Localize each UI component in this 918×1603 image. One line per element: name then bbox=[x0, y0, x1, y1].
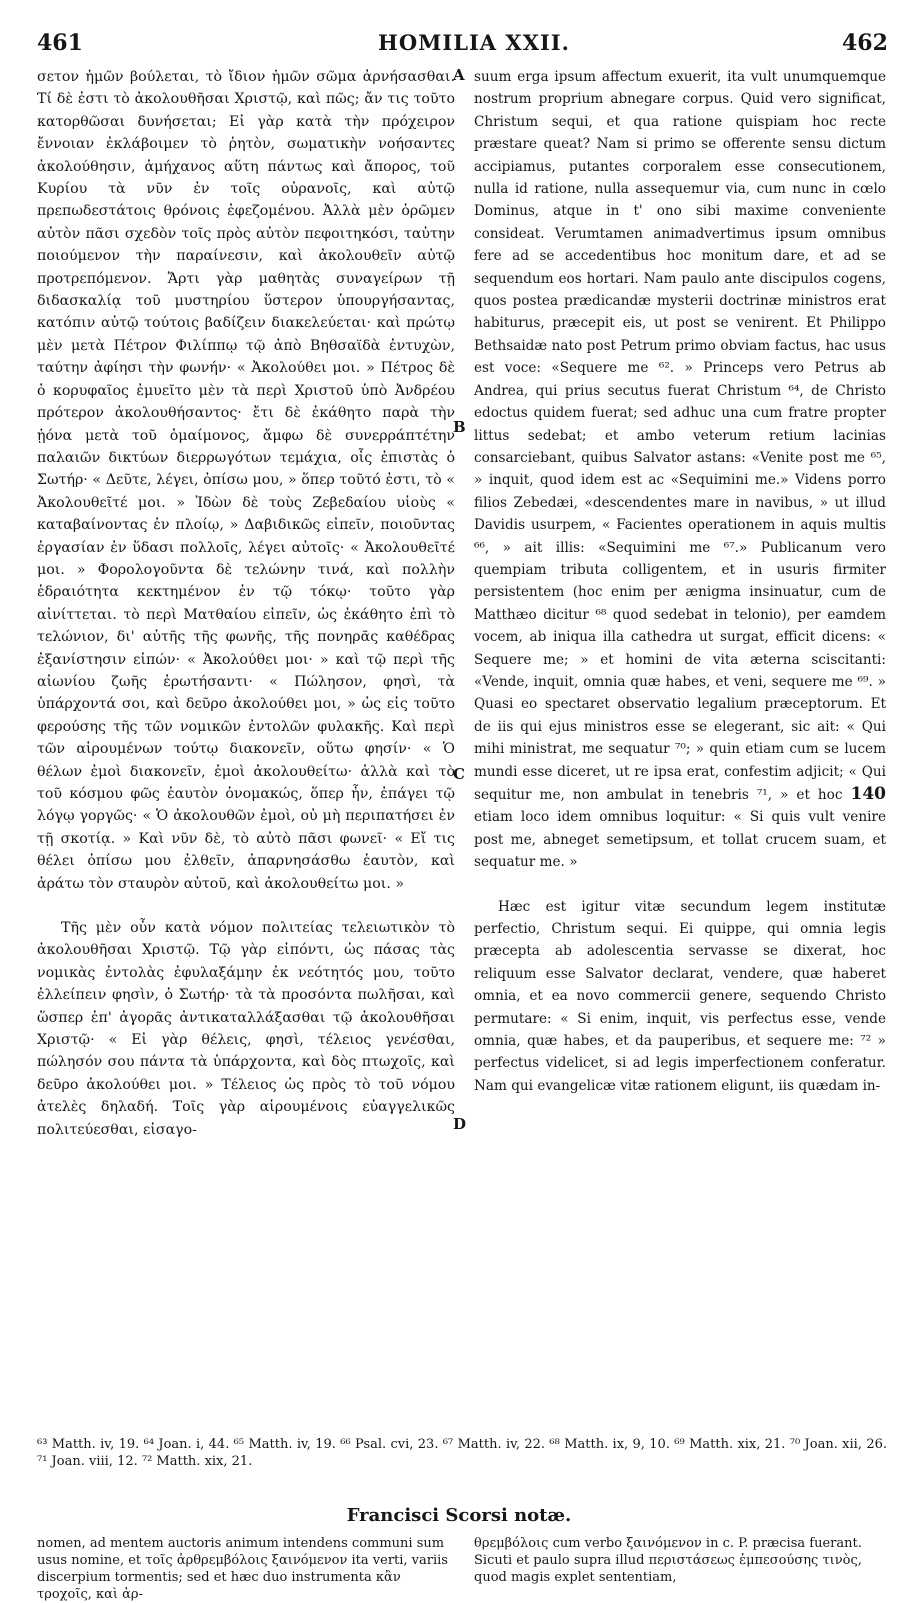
latin-text-column bbox=[474, 66, 886, 1406]
latin-paragraph-1 bbox=[474, 66, 886, 874]
page-reference-number: 140 bbox=[850, 784, 886, 804]
scorsi-notes-right: θρεμβόλοις cum verbo ξαινόμενον in c. P. præcisa fuerant. Sicuti et paulo supra illud περιστάσεως ἐμπεσούσης τινὸς, quod magis explet sententiam, bbox=[474, 1536, 862, 1585]
scorsi-notes-left: nomen, ad mentem auctoris animum intendens communi sum usus nomine, et τοῖς ἀρθρεμβόλοις ξαινόμενον ita verti, variis discerpium tormentis; sed et hæc duo instrumenta κἂν τροχοῖς, καὶ ἀρ- bbox=[37, 1536, 448, 1602]
greek-paragraph-2: Τῆς μὲν οὖν κατὰ νόμον πολιτείας τελειωτικὸν τὸ ἀκολουθῆσαι Χριστῷ. Τῷ γὰρ εἰπόντι, ὡς πάσας τὰς νομικὰς ἐντολὰς ἐφυλαξάμην ἐκ νεότητός μου, τοῦτο ἐλλείπειν φησὶν, ὁ Σωτήρ· τὰ τὰ προσόντα πωλῆσαι, καὶ ὥσπερ ἐπ' ἀγορᾶς ἀντικαταλλάξασθαι τῷ ἀκολουθῆσαι Χριστῷ· « Εἰ γὰρ θέλεις, φησὶ, τέλειος γενέσθαι, πώλησόν σου πάντα τὰ ὑπάρχοντα, καὶ δὸς πτωχοῖς, καὶ δεῦρο ἀκολούθει μοι. » Τέλειος ὡς πρὸς τὸ τοῦ νόμου ἀτελὲς δηλαδή. Τοῖς γὰρ αἱρουμένοις εὐαγγελικῶς πολιτεύεσθαι, εἰσαγο- bbox=[37, 920, 455, 1138]
latin-paragraph-1-text: suum erga ipsum affectum exuerit, ita vult unumquemque nostrum proprium abnegare corpus. Quid vero significat, Christum sequi, et qua ratione quispiam hoc recte præstare queat? Nam si primo se offerente sensu dictum accipiamus, putantes corporalem esse consecutionem, nulla id ratione, nulla assequemur via, cum nunc in cœlo Dominus, atque in t' ono sibi maxime conveniente consideat. Verumtamen animadvertimus ipsum omnibus fere ad se accedentibus hoc monitum dare, et ad se sequendum eos hortari. Nam paulo ante discipulos cogens, quos postea prædicandæ mysterii doctrinæ ministros erat habiturus, præcepit eis, ut post se venirent. Et Philippo Bethsaidæ nato post Petrum primo obviam factus, hac usus est voce: «Sequere me ⁶². » Princeps vero Petrus ab Andrea, qui prius secutus fuerat Christum ⁶⁴, de Christo edoctus quidem fuerat; sed adhuc una cum fratre propter littus sedebat; et ambo veterum retium lacinias consarciebant, quibus Salvator astans: «Venite post me ⁶⁵, » inquit, quod idem est ac «Sequimini me.» Videns porro filios Zebedæi, «descendentes mare in navibus, » ut illud Davidis usurpem, « Facientes operationem in aquis multis ⁶⁶, » ait illis: «Sequimini me ⁶⁷.» Publicanum vero quempiam tributa colligentem, et in usuris firmiter persistentem (hoc enim per ænigma insinuatur, cum de Matthæo dicitur ⁶⁸ quod sedebat in telonio), per eamdem vocem, ab iniqua illa cathedra ut surgat, efficit dicens: « Sequere me; » et homini de vita æterna sciscitanti: «Vende, inquit, omnia quæ habes, et veni, sequere me ⁶⁹. » Quasi eo spectaret observatio legalium præceptorum. Et de iis qui ejus ministros esse se elegerant, sic ait: « Qui mihi ministrat, me sequatur ⁷⁰; » quin etiam cum se lucem mundi esse diceret, ut re ipsa erat, confestim adjicit; « Qui sequitur me, non ambulat in tenebris ⁷¹, » et hoc bbox=[474, 69, 886, 803]
footnotes: ⁶³ Matth. iv, 19. ⁶⁴ Joan. i, 44. ⁶⁵ Matth. iv, 19. ⁶⁶ Psal. cvi, 23. ⁶⁷ Matth. iv, 22. ⁶⁸ Matth. ix, 9, 10. ⁶⁹ Matth. xix, 21. ⁷⁰ Joan. xii, 26. ⁷¹ Joan. viii, 12. ⁷² Matth. xix, 21. bbox=[37, 1437, 887, 1469]
margin-letter-d: D bbox=[453, 1115, 467, 1133]
greek-paragraph-1: σετον ἡμῶν βούλεται, τὸ ἴδιον ἡμῶν σῶμα ἀρνήσασθαι. Τί δὲ ἐστι τὸ ἀκολουθῆσαι Χριστῷ, καὶ πῶς; ἄν τις τοῦτο κατορθῶσαι δυνήσεται; Εἰ γὰρ κατὰ τὴν πρόχειρον ἔννοιαν ἐκλάβοιμεν τὸ ῥητὸν, σωματικὴν νοήσαντες ἀκολούθησιν, ἀμήχανος αὕτη πάντως καὶ ἄπορος, τοῦ Κυρίου τὰ νῦν ἐν τοῖς οὐρανοῖς, καὶ αὐτῷ πρεπωδεστάτοις θρόνοις ἐφεζομένου. Ἀλλὰ μὲν ὁρῶμεν αὐτὸν πᾶσι σχεδὸν τοῖς πρὸς αὐτὸν πεφοιτηκόσι, ταὐτην ποιούμενον τὴν παραίνεσιν, καὶ ἀκολουθεῖν αὐτῷ προτρεπόμενον. Ἄρτι γὰρ μαθητὰς συναγείρων τῇ διδασκαλίᾳ τοῦ μυστηρίου ὕστερον ὑπουργήσαντας, κατόπιν αὐτῷ τούτοις βαδίζειν διακελεύεται· καὶ πρώτῳ μὲν μετὰ Πέτρον Φιλίππῳ τῷ ἀπὸ Βηθσαϊδὰ ἐντυχὼν, ταύτην ἀφίησι τὴν φωνήν· « Ἀκολούθει μοι. » Πέτρος δὲ ὁ κορυφαῖος ἐμυεῖτο μὲν τὰ περὶ Χριστοῦ ὑπὸ Ἀνδρέου πρότερον ἀκολουθήσαντος· ἔτι δὲ ἐκάθητο παρὰ τὴν ᾐόνα μετὰ τοῦ ὁμαίμονος, ἄμφω δὲ συνερράπτέτην παλαιῶν δικτύων διερρωγότων τεμάχια, οἷς ἐπιστὰς ὁ Σωτήρ· « Δεῦτε, λέγει, ὀπίσω μου, » ὅπερ τοῦτό ἐστι, τὸ « Ἀκολουθεῖτέ μοι. » Ἰδὼν δὲ τοὺς Ζεβεδαίου υἱοὺς « καταβαίνοντας ἐν πλοίῳ, » Δαβιδικῶς εἰπεῖν, ποιοῦντας ἐργασίαν ἐν ὕδασι πολλοῖς, λέγει αὐτοῖς· « Ἀκολουθεῖτέ μοι. » Φορολογοῦντα δὲ τελώνην τινά, καὶ πολλὴν ἑδραιότητα κεκτημένον ἐν τῷ τόκῳ· τοῦτο γὰρ αἰνίττεται. τὸ περὶ Ματθαίου εἰπεῖν, ὡς ἐκάθητο ἐπὶ τὸ τελώνιον, δι' αὐτῆς τῆς φωνῆς, τῆς πονηρᾶς καθέδρας ἐξανίστησιν εἰπών· « Ἀκολούθει μοι· » καὶ τῷ περὶ τῆς αἰωνίου ζωῆς ἐρωτήσαντι· « Πώλησον, φησὶ, τὰ ὑπάρχοντά σοι, καὶ δεῦρο ἀκολούθει μοι, » ὡς εἰς τοῦτο φερούσης τῆς τῶν νομικῶν ἐντολῶν φυλακῆς. Καὶ περὶ τῶν αἱρουμένων τούτῳ διακονεῖν, οὕτω φησίν· « Ὁ θέλων ἐμοὶ διακονεῖν, ἐμοὶ ἀκολουθείτω· ἀλλὰ καὶ τὸ τοῦ κόσμου φῶς ἑαυτὸν ὀνομακώς, ὅπερ ἦν, ἐπάγει τῷ λόγῳ γοργῶς· « Ὁ ἀκολουθῶν ἐμοὶ, οὐ μὴ περιπατήσει ἐν τῇ σκοτίᾳ. » Καὶ νῦν δὲ, τὸ αὐτὸ πᾶσι φωνεῖ· « Εἴ τις θέλει ὀπίσω μου ἐλθεῖν, ἀπαρνησάσθω ἑαυτὸν, καὶ ἀράτω τὸν σταυρὸν αὐτοῦ, καὶ ἀκολουθείτω μοι. » bbox=[37, 69, 455, 892]
running-title: HOMILIA XXII. bbox=[378, 30, 570, 55]
margin-letter-a: A bbox=[453, 66, 465, 84]
right-page-number: 462 bbox=[842, 30, 888, 56]
latin-paragraph-1-end: etiam loco idem omnibus loquitur: « Si quis vult venire post me, abneget semetipsum, et tollat crucem suam, et sequatur me. » bbox=[474, 809, 886, 871]
notes-section-title: Francisci Scorsi notæ. bbox=[346, 1505, 572, 1526]
left-page-number: 461 bbox=[37, 30, 83, 56]
latin-paragraph-2: Hæc est igitur vitæ secundum legem institutæ perfectio, Christum sequi. Ei quippe, qui omnia legis præcepta ab adolescentia servasse se dixerat, hoc reliquum esse Salvator declarat, vendere, quæ haberet omnia, et ea novo commercii genere, sequendo Christo permutare: « Si enim, inquit, vis perfectus esse, vende omnia, quæ habes, et da pauperibus, et sequere me: ⁷² » perfectus videlicet, si ad legis imperfectionem conferatur. Nam qui evangelicæ vitæ rationem eligunt, iis quædam in- bbox=[474, 898, 886, 1094]
greek-text-column bbox=[37, 66, 455, 1406]
margin-letter-c: C bbox=[453, 765, 465, 783]
margin-letter-b: B bbox=[453, 418, 466, 436]
